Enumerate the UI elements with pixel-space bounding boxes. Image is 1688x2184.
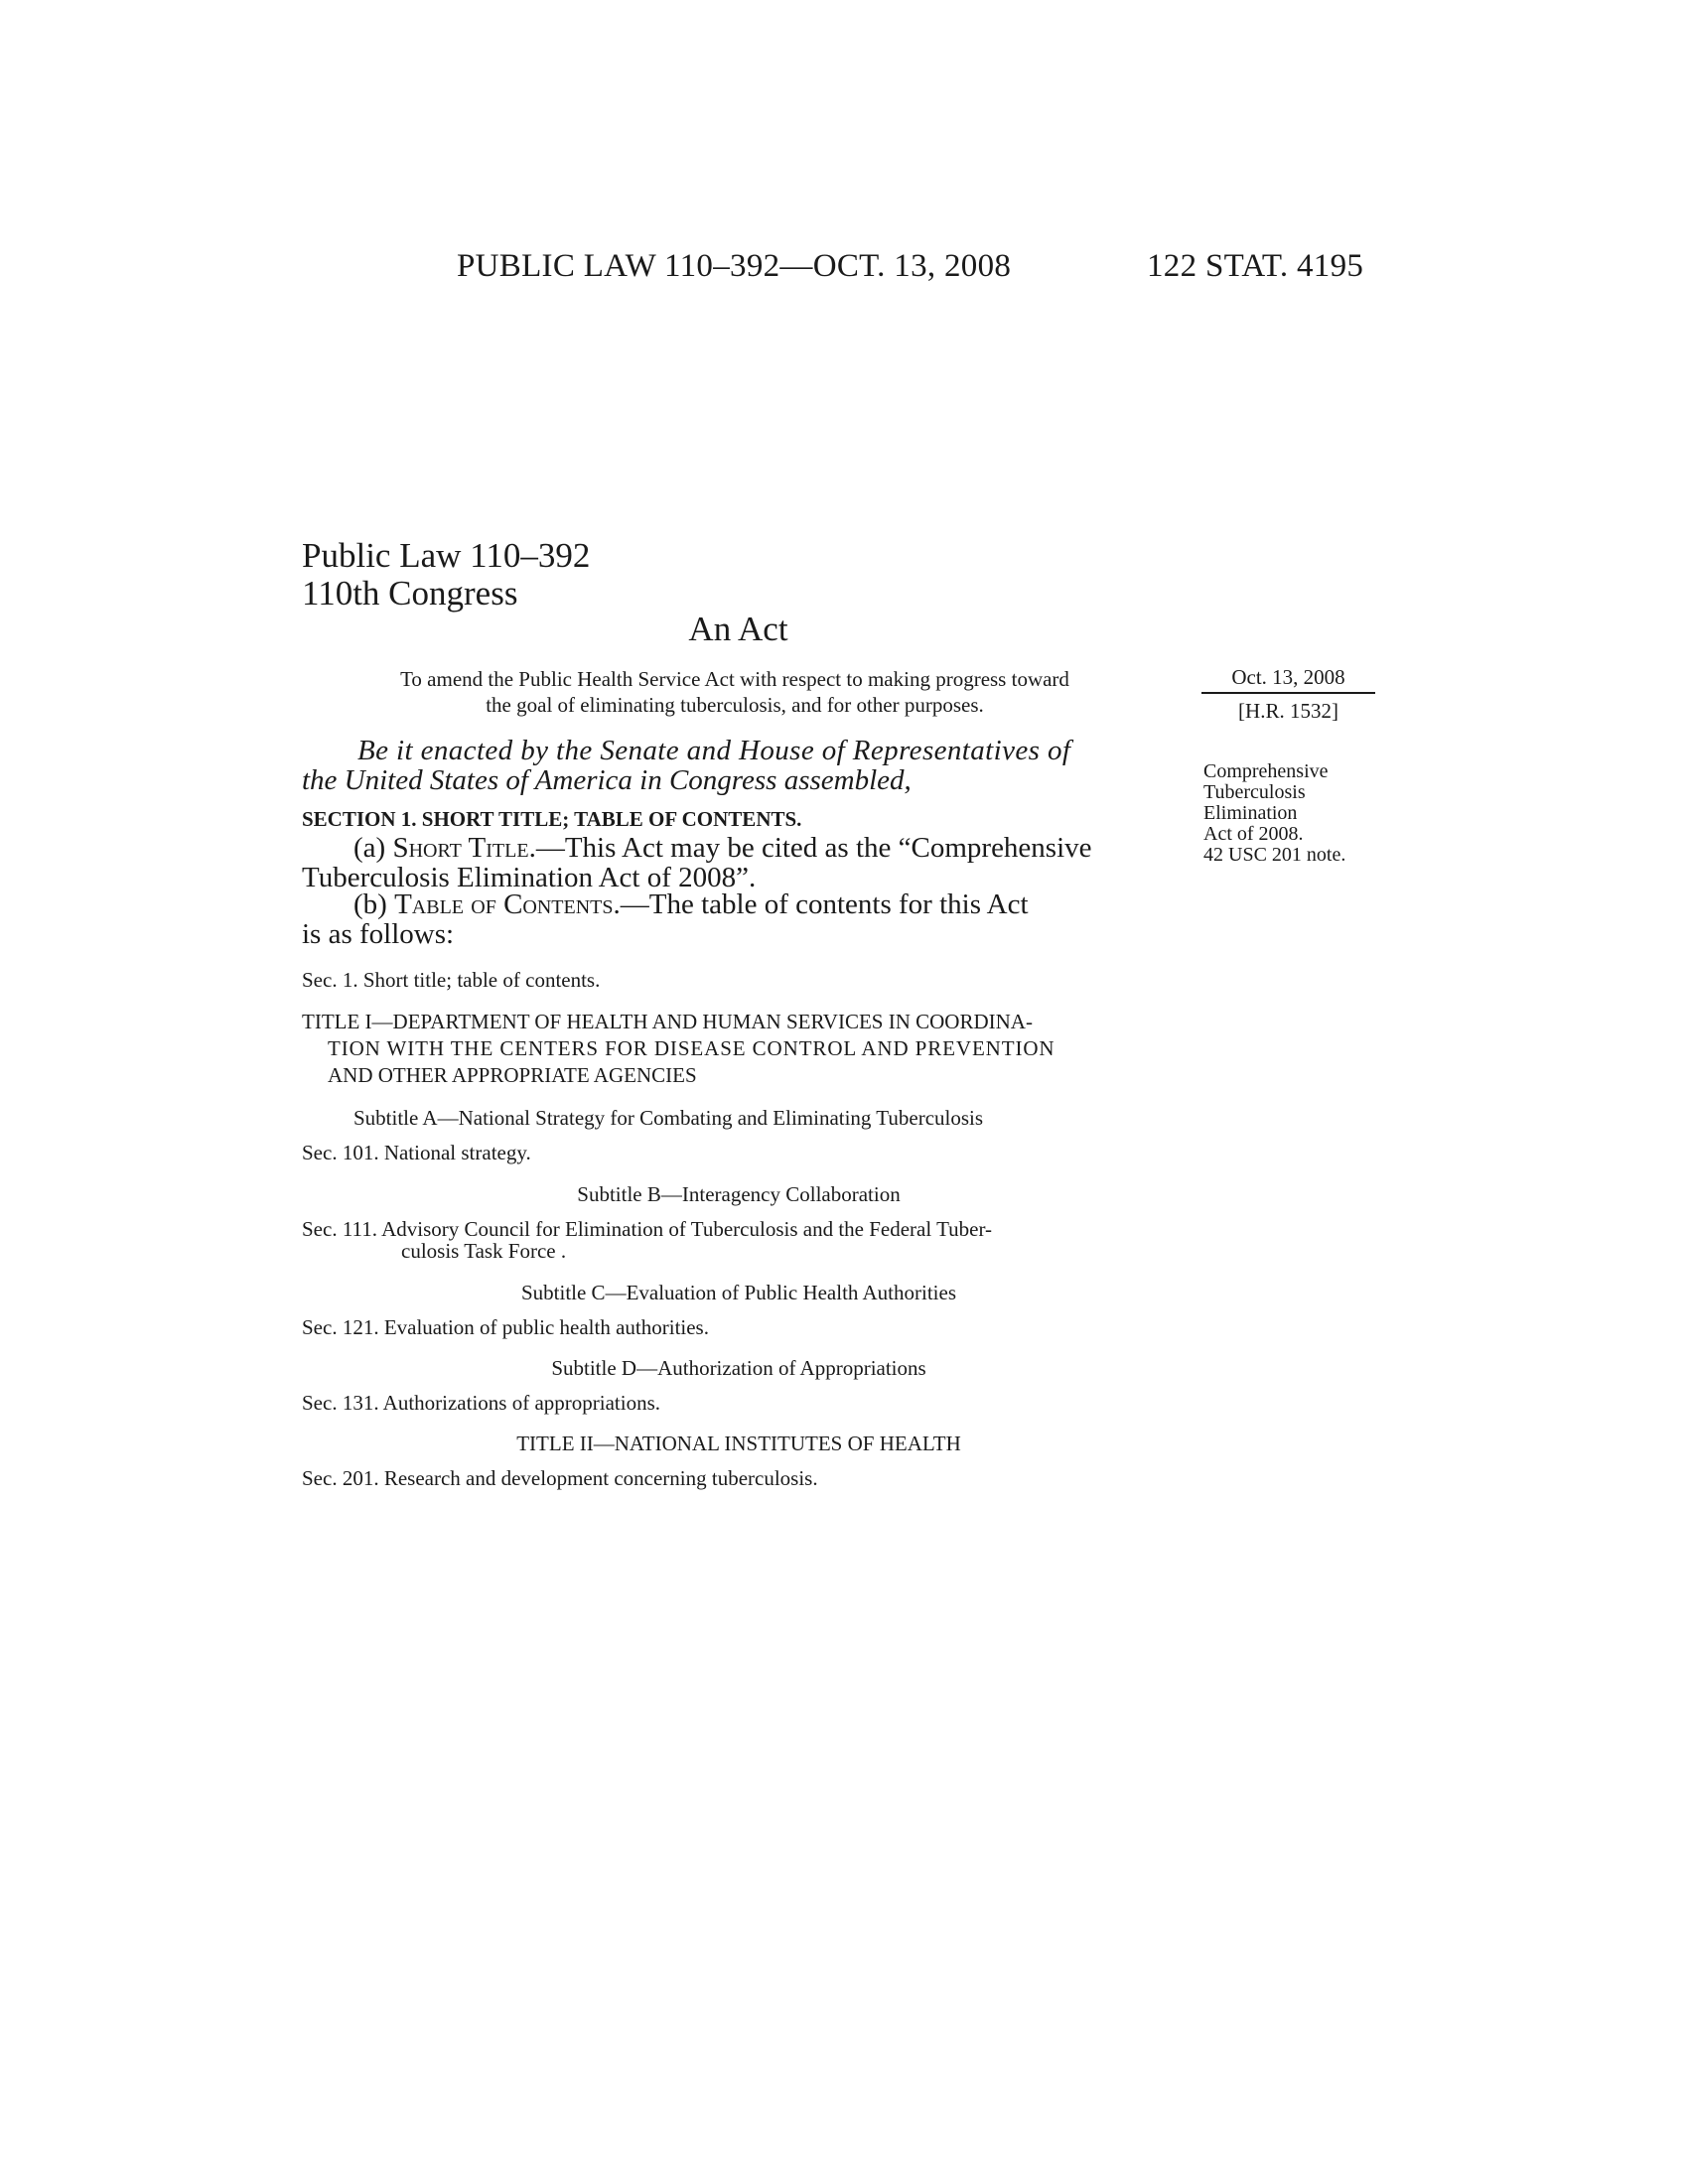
running-head-page-number: 122 STAT. 4195 (1147, 248, 1364, 284)
enactment-date-note: Oct. 13, 2008 (1231, 665, 1345, 689)
toc-subtitle: Subtitle D—Authorization of Appropriations (551, 1356, 926, 1380)
law-title: Public Law 110–392 (302, 536, 591, 575)
toc-entry: Sec. 111. Advisory Council for Elimination of Tuberculosis and the Federal Tuber- (302, 1217, 993, 1241)
subsection-a-prefix: (a) (353, 832, 393, 864)
subsection-a-label: Short Title (392, 832, 529, 864)
enacting-clause-line: the United States of America in Congress assembled, (302, 764, 912, 796)
subsection-b-prefix: (b) (353, 888, 395, 920)
toc-entry: Sec. 1. Short title; table of contents. (302, 968, 601, 992)
subsection-a-text: .—This Act may be cited as the “Comprehensive (528, 832, 1092, 864)
toc-subtitle: Subtitle A—National Strategy for Combating and Eliminating Tuberculosis (353, 1106, 984, 1130)
toc-subtitle: Subtitle C—Evaluation of Public Health Authorities (520, 1281, 957, 1304)
enacting-clause-line: Be it enacted by the Senate and House of Representatives of (357, 735, 1071, 766)
act-heading: An Act (688, 610, 788, 648)
margin-note-line: Elimination (1203, 802, 1298, 824)
section-heading: SECTION 1. SHORT TITLE; TABLE OF CONTENTS. (302, 807, 802, 831)
toc-entry: Sec. 131. Authorizations of appropriations. (302, 1391, 661, 1415)
toc-title-line: TITLE I—DEPARTMENT OF HEALTH AND HUMAN SERVICES IN COORDINA- (302, 1010, 1033, 1033)
margin-note-line: Act of 2008. (1203, 823, 1304, 845)
purpose-line: To amend the Public Health Service Act with respect to making progress toward (400, 667, 1069, 691)
margin-divider (1201, 692, 1375, 694)
running-head-left: PUBLIC LAW 110–392—OCT. 13, 2008 (457, 248, 1012, 284)
toc-entry: Sec. 201. Research and development concerning tuberculosis. (302, 1466, 818, 1490)
congress-label: 110th Congress (302, 574, 518, 613)
toc-subtitle: Subtitle B—Interagency Collaboration (577, 1182, 901, 1206)
purpose-statement (318, 666, 1152, 718)
toc-entry: Sec. 121. Evaluation of public health authorities. (302, 1315, 709, 1339)
subsection-b-line: is as follows: (302, 918, 455, 950)
toc-title-line: AND OTHER APPROPRIATE AGENCIES (328, 1063, 697, 1087)
subsection-b-label: Table of Contents (394, 888, 614, 920)
margin-note-line: 42 USC 201 note. (1203, 844, 1346, 866)
subsection-b-line (353, 888, 1029, 921)
bill-number-note: [H.R. 1532] (1238, 699, 1338, 723)
margin-note-line: Tuberculosis (1203, 781, 1306, 803)
subsection-b-text: .—The table of contents for this Act (613, 888, 1029, 920)
margin-note-line: Comprehensive (1203, 760, 1329, 782)
purpose-line: the goal of eliminating tuberculosis, and for other purposes. (486, 693, 984, 717)
toc-title-line: TITLE II—NATIONAL INSTITUTES OF HEALTH (516, 1432, 961, 1455)
subsection-a-line: Tuberculosis Elimination Act of 2008”. (302, 862, 757, 893)
subsection-a-line (353, 832, 1092, 865)
toc-entry: Sec. 101. National strategy. (302, 1141, 531, 1164)
toc-entry: culosis Task Force . (401, 1239, 567, 1263)
toc-title-line: TION WITH THE CENTERS FOR DISEASE CONTROL AND PREVENTION (328, 1036, 1055, 1060)
